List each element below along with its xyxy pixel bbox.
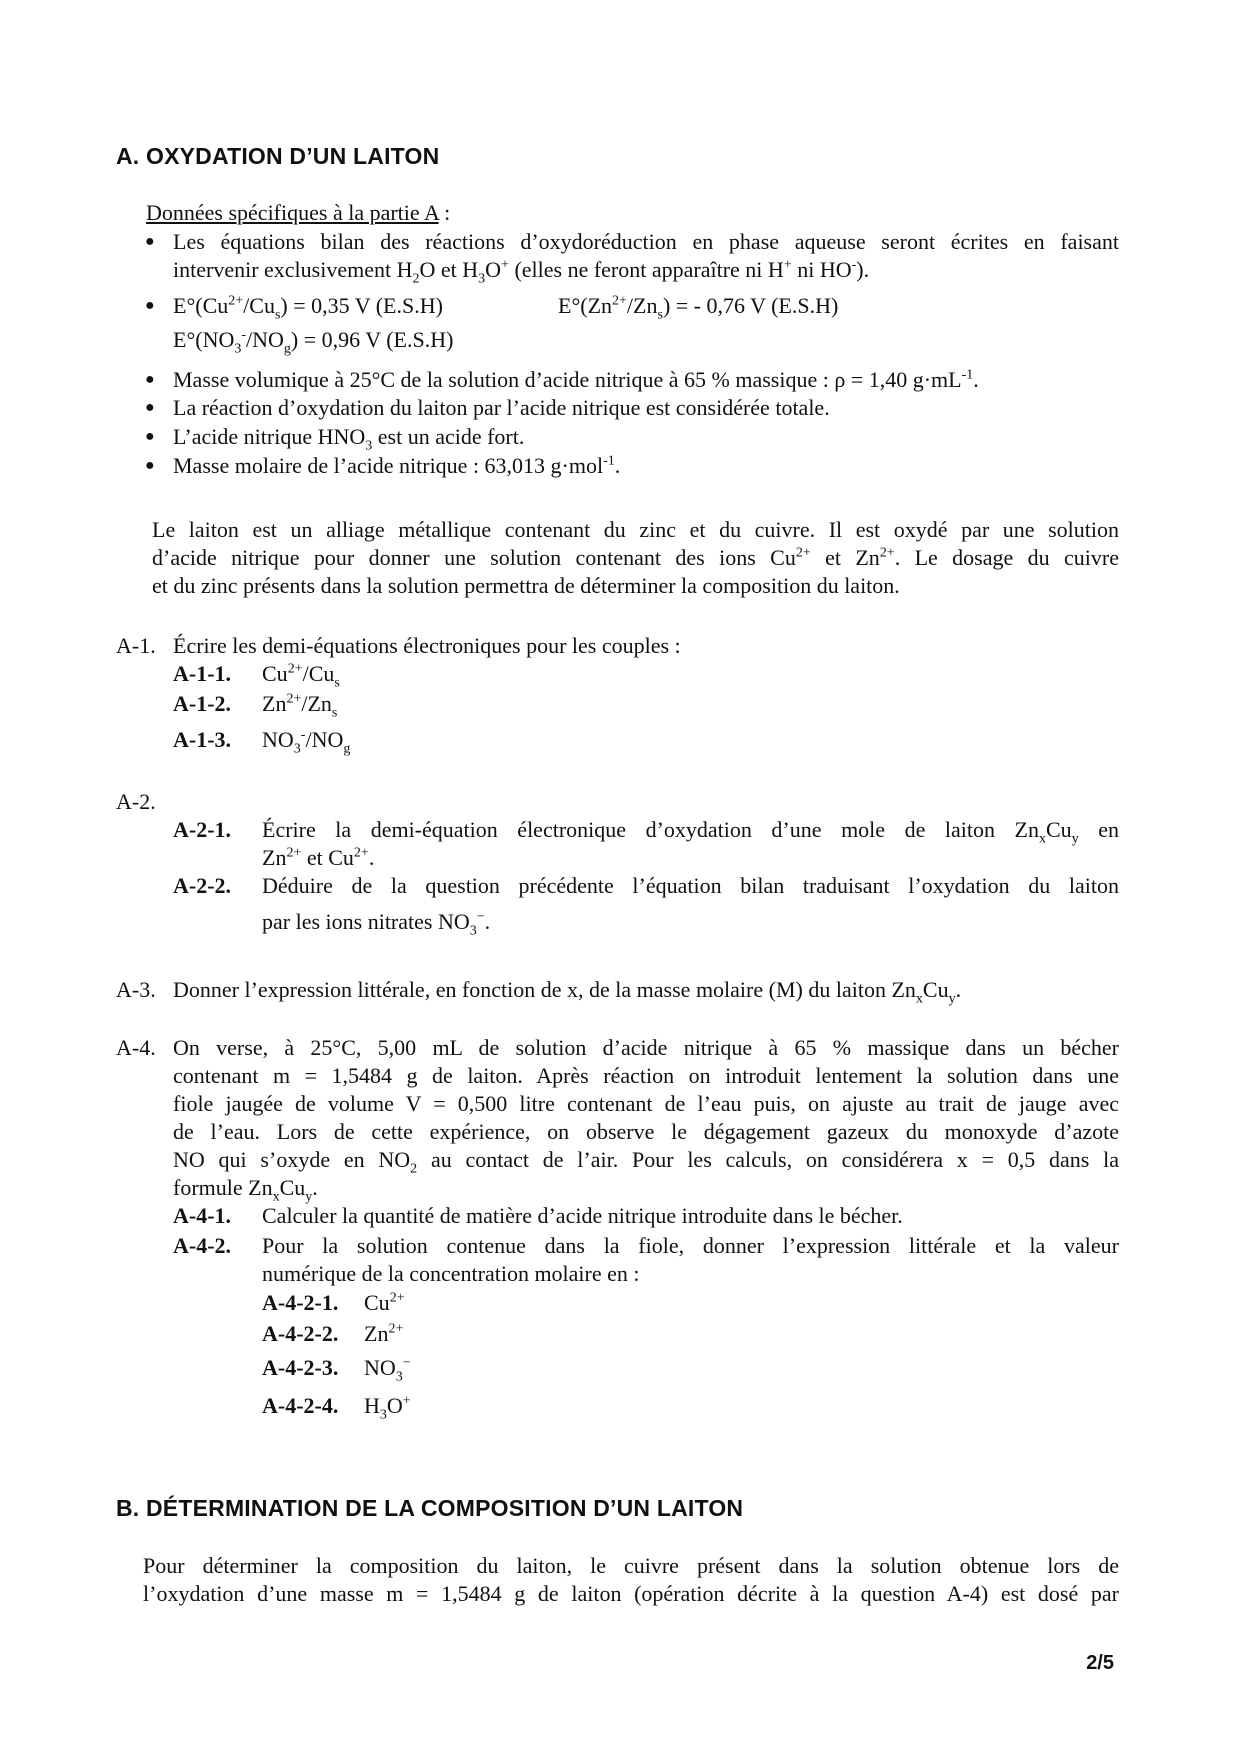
couple-no3: $NO_3^-/NO_g$: [262, 727, 351, 757]
question-number: A-4-1.: [173, 1203, 232, 1228]
bullet-icon: ●: [145, 399, 155, 416]
bullet-reaction-totale: La réaction d’oxydation du laiton par l’acide nitrique est considérée totale.: [173, 395, 830, 420]
bullet-masse-molaire: Masse molaire de l’acide nitrique : 63,013 g·mol$^{-1}$.: [173, 453, 621, 478]
couple-zn: $Zn^{2+}/Zn_s$: [262, 691, 338, 721]
question-number: A-4-2-2.: [262, 1321, 339, 1346]
question-a4-text: On verse, à 25°C, 5,00 mL de solution d’acide nitrique à 65 % massique dans un bécher contenant m = 1,5484 g de laiton. Après réaction on introduit lentement la solution dans une fiole jaugée de volume V = 0,500 litre contenant de l’eau puis, on ajuste au trait de jauge avec de l’eau. Lors de cette expérience, on observe le dégagement gazeux du monoxyde d’azote NO qui s’oxyde en $NO_2$ au contact de l’air. Pour les calculs, on considérera x = 0,5 dans la formule $Zn_xCu_y$.: [173, 1035, 1119, 1205]
section-b-paragraph: Pour déterminer la composition du laiton, le cuivre présent dans la solution obtenue lors de l’oxydation d’une masse m = 1,5484 g de laiton (opération décrite à la question A-4) est dosé par: [143, 1553, 1119, 1606]
question-number: A-2-2.: [173, 873, 232, 898]
bullet-icon: ●: [145, 457, 155, 474]
question-number: A-1.: [116, 633, 156, 658]
intro-paragraph: Le laiton est un alliage métallique contenant du zinc et du cuivre. Il est oxydé par une solution d’acide nitrique pour donner une solution contenant des ions $Cu^{2+}$ et $Zn^{2+}$. Le dosage du cuivre et du zinc présents dans la solution permettra de déterminer la composition du laiton.: [152, 517, 1119, 598]
bullet-acide-fort: L’acide nitrique $HNO_3$ est un acide fort.: [173, 424, 525, 454]
question-a3-text: Donner l’expression littérale, en fonction de x, de la masse molaire (M) du laiton $Zn_xCu_y$.: [173, 977, 962, 1007]
ion-zn: $Zn^{2+}$: [364, 1321, 404, 1346]
couple-cu: $Cu^{2+}/Cu_s$: [262, 661, 340, 691]
potential-zn: $E^\circ(Zn^{2+}/Zn_s)$ = - 0,76 V (E.S.H): [558, 293, 839, 323]
question-number: A-2.: [116, 789, 156, 814]
question-a22-text: Déduire de la question précédente l’équation bilan traduisant l’oxydation du laiton par les ions nitrates $NO_3^-$.: [262, 873, 1119, 939]
bullet-masse-volumique: Masse volumique à 25°C de la solution d’acide nitrique à 65 % massique : ρ = 1,40 $g\cdot mL^{-1}$.: [173, 367, 979, 392]
question-a1-text: Écrire les demi-équations électroniques pour les couples :: [173, 633, 681, 658]
question-number: A-4-2-1.: [262, 1290, 339, 1315]
bullet-icon: ●: [145, 371, 155, 388]
question-number: A-4.: [116, 1035, 156, 1060]
question-number: A-1-1.: [173, 661, 232, 686]
ion-h3o: $H_3O^+$: [364, 1393, 411, 1423]
bullet-icon: ●: [145, 428, 155, 445]
question-a21-text: Écrire la demi-équation électronique d’oxydation d’une mole de laiton $Zn_xCu_y$ en $Zn^{2+}$ et $Cu^{2+}$.: [262, 817, 1119, 870]
bullet-icon: ●: [145, 297, 155, 314]
question-number: A-3.: [116, 977, 156, 1002]
ion-no3: $NO_3^-$: [364, 1355, 411, 1385]
question-number: A-1-2.: [173, 691, 232, 716]
question-number: A-4-2-3.: [262, 1355, 339, 1380]
section-b-title: B. DÉTERMINATION DE LA COMPOSITION D’UN LAITON: [116, 1495, 744, 1521]
bullet-equations: Les équations bilan des réactions d’oxydoréduction en phase aqueuse seront écrites en faisant intervenir exclusivement $H_2O$ et $H_3O^+$ (elles ne feront apparaître ni H+ ni HO-).: [173, 229, 1119, 287]
potential-no3: $E^\circ(NO_3^-/NO_g) = 0,96$ V (E.S.H): [173, 327, 454, 357]
ion-cu: $Cu^{2+}$: [364, 1290, 405, 1315]
donnees-heading: Données spécifiques à la partie A :: [146, 200, 451, 225]
question-a41-text: Calculer la quantité de matière d’acide nitrique introduite dans le bécher.: [262, 1203, 903, 1228]
potential-cu: $E^\circ(Cu^{2+}/Cu_s) = 0,35$ V (E.S.H): [173, 293, 443, 323]
bullet-icon: ●: [145, 233, 155, 250]
question-a42-text: Pour la solution contenue dans la fiole, donner l’expression littérale et la valeur numérique de la concentration molaire en :: [262, 1233, 1119, 1286]
page-number: 2/5: [1086, 1652, 1114, 1674]
question-number: A-4-2-4.: [262, 1393, 339, 1418]
question-number: A-4-2.: [173, 1233, 232, 1258]
question-number: A-1-3.: [173, 727, 232, 752]
question-number: A-2-1.: [173, 817, 232, 842]
section-a-title: A. OXYDATION D’UN LAITON: [116, 143, 440, 169]
